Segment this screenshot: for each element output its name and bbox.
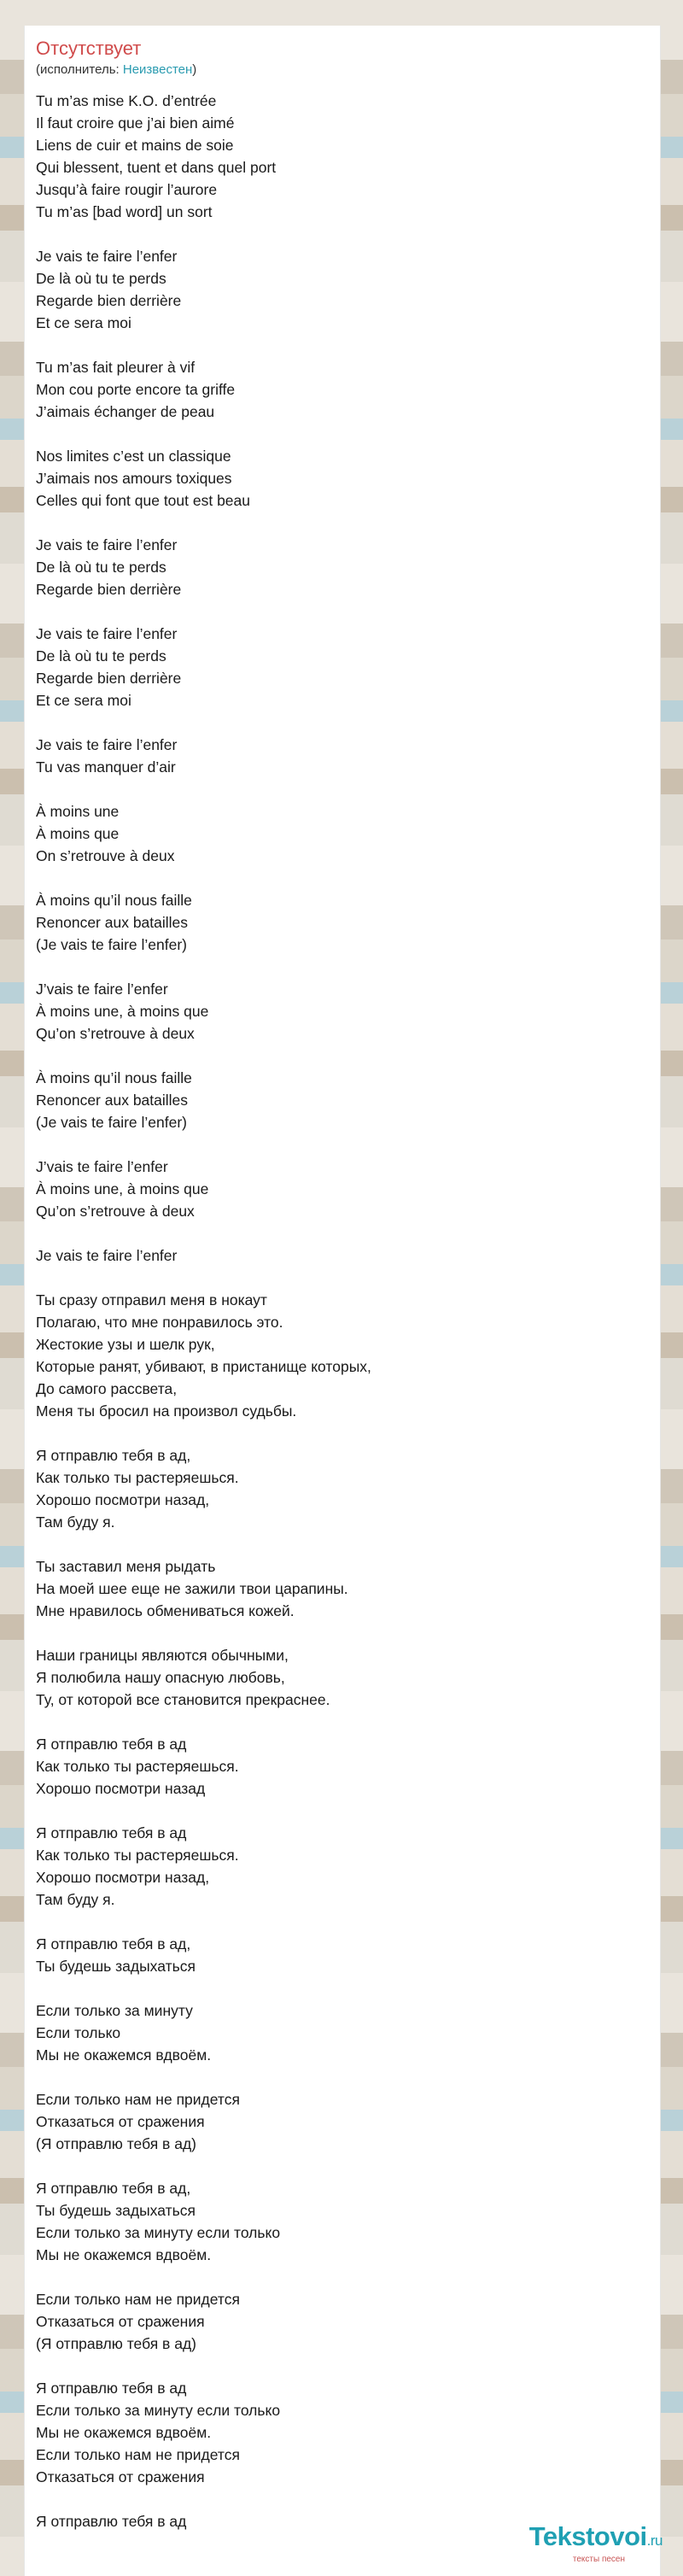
lyric-line: Je vais te faire l’enfer: [36, 625, 178, 642]
lyric-line: À moins qu’il nous faille: [36, 892, 192, 909]
lyric-line: Celles qui font que tout est beau: [36, 492, 251, 509]
lyric-line: Я отправлю тебя в ад: [36, 1736, 187, 1753]
site-logo[interactable]: [529, 2523, 663, 2564]
lyric-line: Tu m’as fait pleurer à vif: [36, 359, 196, 376]
artist-line: [36, 62, 196, 78]
lyric-line: Я полюбила нашу опасную любовь,: [36, 1669, 285, 1686]
lyric-line: Если только за минуту если только: [36, 2224, 281, 2241]
lyric-line: Et ce sera moi: [36, 692, 131, 709]
stanza-break: [36, 1911, 651, 1933]
lyric-line: Я отправлю тебя в ад: [36, 2380, 187, 2397]
lyric-line: À moins une, à moins que: [36, 1180, 209, 1197]
lyric-line: De là où tu te perds: [36, 559, 166, 576]
lyric-line: Tu vas manquer d’air: [36, 758, 176, 776]
lyric-line: Je vais te faire l’enfer: [36, 736, 178, 753]
lyric-line: Renoncer aux batailles: [36, 1092, 189, 1109]
artist-link[interactable]: Неизвестен: [122, 62, 193, 77]
stanza-break: [36, 2066, 651, 2088]
lyric-line: Je vais te faire l’enfer: [36, 248, 178, 265]
lyric-line: Ты заставил меня рыдать: [36, 1558, 216, 1575]
stanza-break: [36, 1045, 651, 1067]
lyric-line: Qui blessent, tuent et dans quel port: [36, 159, 277, 176]
lyric-line: Je vais te faire l’enfer: [36, 1247, 178, 1264]
lyric-line: Там буду я.: [36, 1513, 115, 1531]
lyric-line: À moins que: [36, 825, 120, 842]
lyric-line: Жестокие узы и шелк рук,: [36, 1336, 215, 1353]
lyric-line: Меня ты бросил на произвол судьбы.: [36, 1402, 297, 1420]
lyric-line: Я отправлю тебя в ад,: [36, 2180, 191, 2197]
lyric-line: Наши границы являются обычными,: [36, 1647, 289, 1664]
logo-text: Tekstovoi.ru: [528, 2521, 663, 2551]
lyric-line: Я отправлю тебя в ад,: [36, 1935, 191, 1952]
stanza-break: [36, 600, 651, 623]
lyric-line: Как только ты растеряешься.: [36, 1758, 239, 1775]
stanza-break: [36, 223, 651, 245]
stanza-break: [36, 334, 651, 356]
lyric-line: До самого рассвета,: [36, 1380, 178, 1397]
stanza-break: [36, 2355, 651, 2377]
lyric-line: Regarde bien derrière: [36, 292, 182, 309]
stanza-break: [36, 711, 651, 734]
lyric-line: Хорошо посмотри назад,: [36, 1491, 210, 1508]
lyric-line: Qu’on s’retrouve à deux: [36, 1203, 195, 1220]
stanza-break: [36, 1977, 651, 1999]
lyric-line: Отказаться от сражения: [36, 2313, 205, 2330]
stanza-break: [36, 1267, 651, 1289]
logo-tagline: тексты песен: [572, 2555, 625, 2564]
artist-prefix: (исполнитель:: [36, 62, 123, 77]
lyric-line: Мне нравилось обмениваться кожей.: [36, 1602, 295, 1619]
lyric-line: Мы не окажемся вдвоём.: [36, 2424, 212, 2441]
lyric-line: Если только за минуту: [36, 2002, 193, 2019]
lyric-line: Мы не окажемся вдвоём.: [36, 2046, 212, 2064]
lyric-line: Полагаю, что мне понравилось это.: [36, 1314, 283, 1331]
lyric-line: Я отправлю тебя в ад: [36, 1824, 187, 1841]
lyric-line: Если только нам не придется: [36, 2446, 240, 2463]
lyric-line: Regarde bien derrière: [36, 581, 182, 598]
lyric-line: (Я отправлю тебя в ад): [36, 2335, 196, 2352]
lyric-line: Которые ранят, убивают, в пристанище которых,: [36, 1358, 371, 1375]
lyric-line: (Je vais te faire l’enfer): [36, 1114, 188, 1131]
stanza-break: [36, 1622, 651, 1644]
lyric-line: À moins qu’il nous faille: [36, 1069, 192, 1086]
lyric-line: Jusqu’à faire rougir l’aurore: [36, 181, 218, 198]
stanza-break: [36, 1800, 651, 1822]
stanza-break: [36, 2488, 651, 2510]
lyric-line: Nos limites c’est un classique: [36, 448, 231, 465]
lyrics-text: [36, 90, 651, 2532]
lyric-line: Если только за минуту если только: [36, 2402, 281, 2419]
lyric-line: Ту, от которой все становится прекраснее.: [36, 1691, 330, 1708]
lyric-line: Как только ты растеряешься.: [36, 1469, 239, 1486]
lyric-line: Ты сразу отправил меня в нокаут: [36, 1291, 267, 1308]
lyric-line: Я отправлю тебя в ад: [36, 2513, 187, 2530]
stanza-break: [36, 867, 651, 889]
lyric-line: Как только ты растеряешься.: [36, 1847, 239, 1864]
stanza-break: [36, 423, 651, 445]
lyric-line: Tu m’as mise K.O. d’entrée: [36, 92, 217, 109]
lyric-line: Хорошо посмотри назад: [36, 1780, 206, 1797]
lyric-line: Et ce sera moi: [36, 314, 131, 331]
lyric-line: À moins une, à moins que: [36, 1003, 209, 1020]
lyric-line: On s’retrouve à deux: [36, 847, 175, 864]
lyric-line: Mon cou porte encore ta griffe: [36, 381, 236, 398]
lyric-line: Ты будешь задыхаться: [36, 2202, 196, 2219]
stanza-break: [36, 778, 651, 800]
stanza-break: [36, 1422, 651, 1444]
lyric-line: Regarde bien derrière: [36, 670, 182, 687]
lyric-line: Если только нам не придется: [36, 2291, 240, 2308]
lyric-line: Если только нам не придется: [36, 2091, 240, 2108]
lyric-line: Tu m’as [bad word] un sort: [36, 203, 213, 220]
lyric-line: Отказаться от сражения: [36, 2468, 205, 2485]
stanza-break: [36, 2266, 651, 2288]
song-title: Отсутствует: [36, 38, 142, 59]
lyric-line: Renoncer aux batailles: [36, 914, 189, 931]
stanza-break: [36, 2155, 651, 2177]
lyric-line: De là où tu te perds: [36, 270, 166, 287]
stanza-break: [36, 1222, 651, 1244]
lyric-line: Мы не окажемся вдвоём.: [36, 2246, 212, 2263]
lyric-line: На моей шее еще не зажили твои царапины.: [36, 1580, 348, 1597]
stanza-break: [36, 1533, 651, 1555]
lyric-line: Je vais te faire l’enfer: [36, 536, 178, 553]
lyric-line: Liens de cuir et mains de soie: [36, 137, 234, 154]
lyric-line: J’vais te faire l’enfer: [36, 981, 168, 998]
stanza-break: [36, 1711, 651, 1733]
lyric-line: Там буду я.: [36, 1891, 115, 1908]
stanza-break: [36, 1133, 651, 1156]
stanza-break: [36, 956, 651, 978]
lyric-line: J’vais te faire l’enfer: [36, 1158, 168, 1175]
lyric-line: Il faut croire que j’ai bien aimé: [36, 114, 235, 132]
lyric-line: Qu’on s’retrouve à deux: [36, 1025, 195, 1042]
lyrics-panel: [24, 26, 661, 2576]
lyric-line: À moins une: [36, 803, 120, 820]
lyric-line: Я отправлю тебя в ад,: [36, 1447, 191, 1464]
lyric-line: Отказаться от сражения: [36, 2113, 205, 2130]
lyric-line: J’aimais échanger de peau: [36, 403, 215, 420]
lyric-line: Ты будешь задыхаться: [36, 1958, 196, 1975]
lyric-line: De là où tu te perds: [36, 647, 166, 664]
lyric-line: (Я отправлю тебя в ад): [36, 2135, 196, 2152]
lyric-line: (Je vais te faire l’enfer): [36, 936, 188, 953]
lyric-line: Хорошо посмотри назад,: [36, 1869, 210, 1886]
lyric-line: J’aimais nos amours toxiques: [36, 470, 232, 487]
artist-suffix: ): [192, 62, 197, 77]
stanza-break: [36, 512, 651, 534]
lyric-line: Если только: [36, 2024, 121, 2041]
